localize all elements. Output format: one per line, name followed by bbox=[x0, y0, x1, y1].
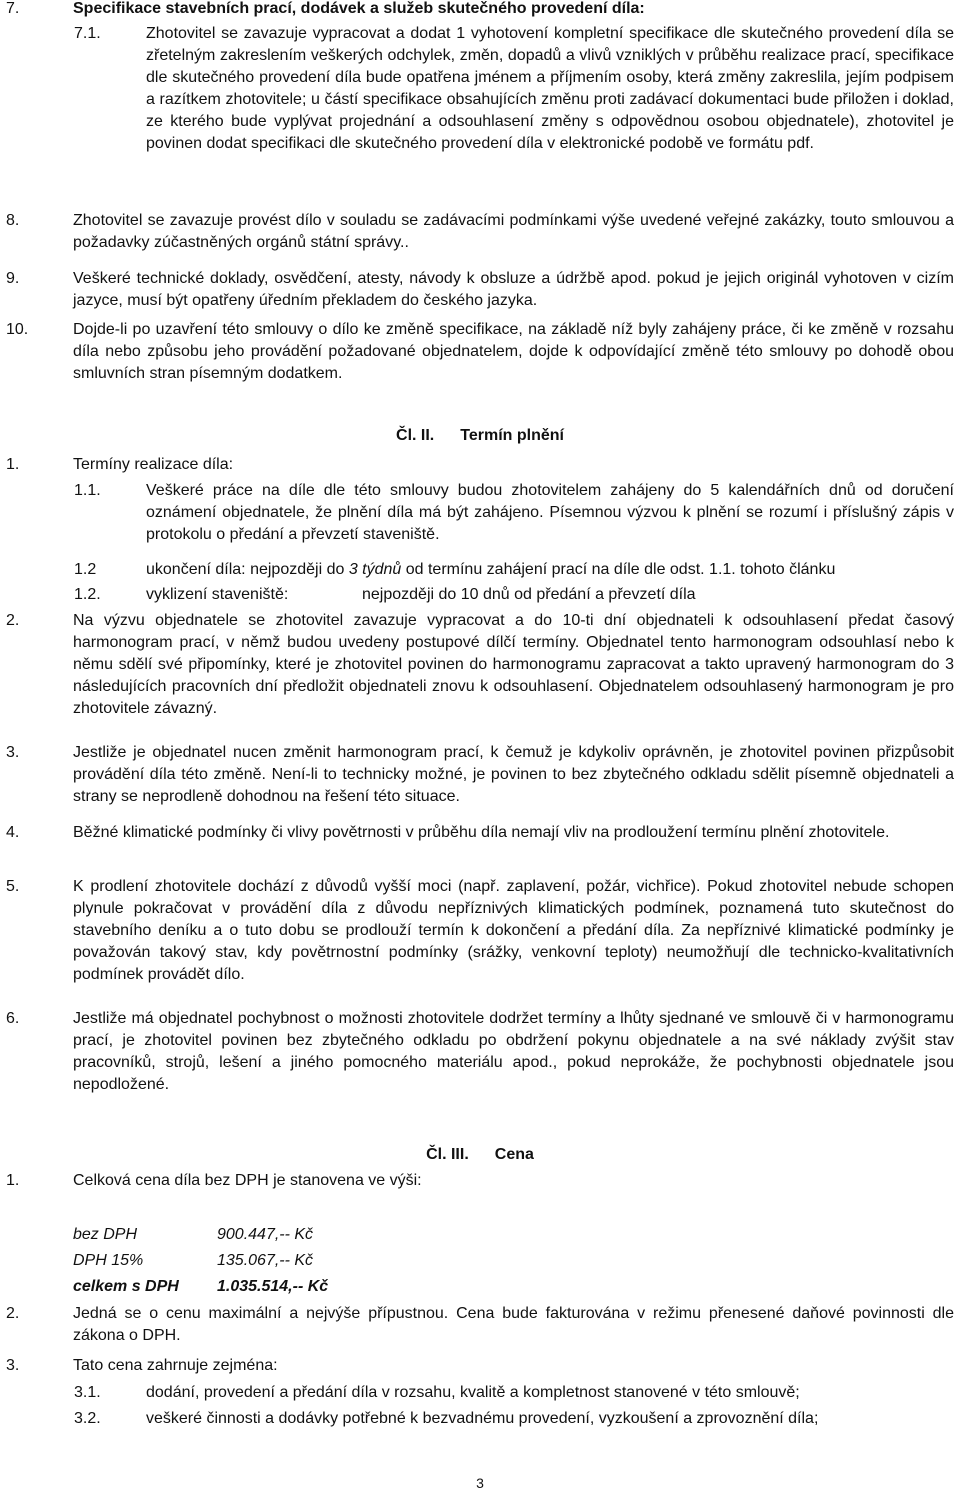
article-2-p1-2-text-start: ukončení díla: nejpozději do bbox=[146, 561, 349, 578]
article-2-number: Čl. II. bbox=[396, 427, 435, 444]
price-row-net-label: bez DPH bbox=[73, 1226, 138, 1243]
article-3-title: Cena bbox=[494, 1146, 534, 1163]
article-2-p5-text: K prodlení zhotovitele dochází z důvodů vyšší moci (např. zaplavení, požár, vichřice). Pokud zhotovitel nebude schopen plynule pokračovat v provádění díla z důvodu nepříznivých klimatických podmínek, poznamená tuto skutečnost do stavebního deníku a o tuto dobu se prodlouží termín k dokončení a předání díla. Za nepříznivé klimatické podmínky je považován takový stav, kdy povětrnostní podmínky (srážky, venkovní teploty) neumožňují dle technicko-kvalitativních podmínek provádět dílo. bbox=[73, 878, 954, 983]
article-3-number: Čl. III. bbox=[426, 1146, 469, 1163]
article-2-p1-2-number: 1.2 bbox=[74, 561, 97, 578]
paragraph-9-text: Veškeré technické doklady, osvědčení, atesty, návody k obsluze a údržbě apod. pokud je jejich originál vyhotoven v cizím jazyce, musí být opatřeny úředním překladem do českého jazyka. bbox=[73, 270, 954, 309]
article-3-paragraph-3 bbox=[0, 1355, 960, 1377]
paragraph-7-1-text: Zhotovitel se zavazuje vypracovat a dodat 1 vyhotovení kompletní specifikace dle skutečného provedení díla se zřetelným zakreslením veškerých odchylek, změn, dopadů a vlivů vzniklých v průběhu realizace prací, specifikace dle skutečného provedení díla bude opatřena jménem a příjmením osoby, která změny zakreslila, jejím podpisem a razítkem zhotovitele; u částí specifikace obsahujících změnu proti zadávací dokumentaci bude přiložen i doklad, ze kterého bude vyplývat projednání a odsouhlasení změny s odpovědnou osobou objednatele), zhotovitel je povinen dodat specifikaci dle skutečného provedení díla v elektronické podobě ve formátu pdf. bbox=[146, 25, 954, 152]
article-3-p3-1-text: dodání, provedení a předání díla v rozsahu, kvalitě a kompletnost stanovené v této smlouvě; bbox=[146, 1384, 800, 1401]
article-3-p3-2-text: veškeré činnosti a dodávky potřebné k bezvadnému provedení, vyzkoušení a zprovoznění díla; bbox=[146, 1410, 819, 1427]
article-2-p6-number: 6. bbox=[6, 1010, 20, 1027]
article-2-p1-2-text-end: od termínu zahájení prací na díle dle odst. 1.1. tohoto článku bbox=[401, 561, 836, 578]
article-2-p1-3-value: nejpozději do 10 dnů od předání a převzetí díla bbox=[362, 586, 696, 603]
article-2-p1-3-number: 1.2. bbox=[74, 586, 101, 603]
article-2-p2-text: Na výzvu objednatele se zhotovitel zavazuje vypracovat a do 10-ti dní objednateli k odsouhlasení předat časový harmonogram prací, v němž budou uvedeny postupové dílčí termíny. Objednatel tento harmonogram odsouhlasí nebo k němu sdělí své připomínky, které je zhotovitel povinen do harmonogramu zapracovat a takto upravený harmonogram do 3 následujících pracovních dní předložit objednateli znovu k odsouhlasení. Objednatelem odsouhlasený harmonogram je pro zhotovitele závazný. bbox=[73, 612, 954, 717]
price-row-total-value: 1.035.514,-- Kč bbox=[217, 1278, 329, 1295]
price-row-net-value: 900.447,-- Kč bbox=[217, 1226, 314, 1243]
article-2-paragraph-1-1 bbox=[0, 480, 960, 546]
article-2-heading bbox=[0, 425, 960, 447]
article-3-p2-text: Jedná se o cenu maximální a nejvýše přípustnou. Cena bude fakturována v režimu přenesené daňové povinnosti dle zákona o DPH. bbox=[73, 1305, 954, 1344]
article-3-p3-2-number: 3.2. bbox=[74, 1410, 101, 1427]
price-row-total bbox=[0, 1276, 960, 1298]
article-2-paragraph-1-2 bbox=[0, 559, 960, 581]
paragraph-9 bbox=[0, 268, 960, 312]
article-2-paragraph-2 bbox=[0, 610, 960, 720]
price-row-net bbox=[0, 1224, 960, 1246]
section-7-title: Specifikace stavebních prací, dodávek a služeb skutečného provedení díla: bbox=[73, 0, 645, 17]
paragraph-10 bbox=[0, 319, 960, 385]
article-2-p4-text: Běžné klimatické podmínky či vlivy povětrnosti v průběhu díla nemají vliv na prodloužení termínu plnění zhotovitele. bbox=[73, 824, 890, 841]
article-2-p1-1-number: 1.1. bbox=[74, 482, 101, 499]
price-row-vat bbox=[0, 1250, 960, 1272]
section-7-heading bbox=[0, 0, 960, 20]
article-2-p3-number: 3. bbox=[6, 744, 20, 761]
paragraph-9-number: 9. bbox=[6, 270, 20, 287]
page-number: 3 bbox=[476, 1475, 484, 1491]
article-2-p3-text: Jestliže je objednatel nucen změnit harmonogram prací, k čemuž je kdykoliv oprávněn, je zhotovitel povinen přizpůsobit provádění díla této změně. Není-li to technicky možné, je povinen to bez zbytečného odkladu sdělit písemně objednateli a strany se neprodleně dohodnou na řešení této situace. bbox=[73, 744, 954, 805]
article-2-paragraph-5 bbox=[0, 876, 960, 986]
article-2-p5-number: 5. bbox=[6, 878, 20, 895]
article-3-p2-number: 2. bbox=[6, 1305, 20, 1322]
article-2-p6-text: Jestliže má objednatel pochybnost o možnosti zhotovitele dodržet termíny a lhůty sjednané ve smlouvě či v harmonogramu prací, je zhotovitel povinen bez zbytečného odkladu po obdržení pokynu objednatele a na své náklady zvýšit stav pracovníků, strojů, lešení a jiného pomocného materiálu apod., pokud neprokáže, že pochybnosti objednatele jsou nepodložené. bbox=[73, 1010, 954, 1093]
paragraph-7-1 bbox=[0, 23, 960, 155]
article-2-p1-text: Termíny realizace díla: bbox=[73, 456, 234, 473]
paragraph-8 bbox=[0, 210, 960, 254]
article-2-paragraph-1 bbox=[0, 454, 960, 476]
article-2-paragraph-6 bbox=[0, 1008, 960, 1096]
article-2-title: Termín plnění bbox=[460, 427, 564, 444]
article-2-p1-1-text: Veškeré práce na díle dle této smlouvy budou zhotovitelem zahájeny do 5 kalendářních dnů od doručení oznámení objednatele, že plnění díla má být zahájeno. Písemnou výzvou k plnění se rozumí i příslušný zápis v protokolu o předání a převzetí staveniště. bbox=[146, 482, 954, 543]
article-2-p4-number: 4. bbox=[6, 824, 20, 841]
paragraph-10-number: 10. bbox=[6, 321, 29, 338]
article-3-paragraph-3-1 bbox=[0, 1382, 960, 1404]
article-2-p1-2-text bbox=[146, 559, 954, 581]
price-row-vat-value: 135.067,-- Kč bbox=[217, 1252, 314, 1269]
article-2-paragraph-3 bbox=[0, 742, 960, 808]
article-2-p1-3-label: vyklizení staveniště: bbox=[146, 586, 289, 603]
paragraph-8-number: 8. bbox=[6, 212, 20, 229]
paragraph-8-text: Zhotovitel se zavazuje provést dílo v souladu se zadávacími podmínkami výše uvedené veřejné zakázky, touto smlouvou a požadavky zúčastněných orgánů státní správy.. bbox=[73, 212, 954, 251]
article-3-p1-text: Celková cena díla bez DPH je stanovena ve výši: bbox=[73, 1172, 422, 1189]
price-row-total-label: celkem s DPH bbox=[73, 1278, 179, 1295]
article-3-paragraph-1 bbox=[0, 1170, 960, 1192]
article-3-paragraph-3-2 bbox=[0, 1408, 960, 1430]
section-7-number: 7. bbox=[6, 0, 20, 17]
article-3-paragraph-2 bbox=[0, 1303, 960, 1347]
article-2-p1-2-duration: 3 týdnů bbox=[348, 561, 402, 578]
article-3-heading bbox=[0, 1144, 960, 1166]
article-3-p3-1-number: 3.1. bbox=[74, 1384, 101, 1401]
article-2-paragraph-4 bbox=[0, 822, 960, 844]
article-3-p3-number: 3. bbox=[6, 1357, 20, 1374]
article-2-p2-number: 2. bbox=[6, 612, 20, 629]
article-2-p1-number: 1. bbox=[6, 456, 20, 473]
paragraph-7-1-number: 7.1. bbox=[74, 25, 101, 42]
article-3-p1-number: 1. bbox=[6, 1172, 20, 1189]
price-row-vat-label: DPH 15% bbox=[73, 1252, 144, 1269]
paragraph-10-text: Dojde-li po uzavření této smlouvy o dílo ke změně specifikace, na základě níž byly zahájeny práce, či ke změně v rozsahu díla nebo způsobu jeho provádění požadované objednatelem, dojde k odpovídající změně této smlouvy po dohodě obou smluvních stran písemným dodatkem. bbox=[73, 321, 954, 382]
article-3-p3-text: Tato cena zahrnuje zejména: bbox=[73, 1357, 278, 1374]
